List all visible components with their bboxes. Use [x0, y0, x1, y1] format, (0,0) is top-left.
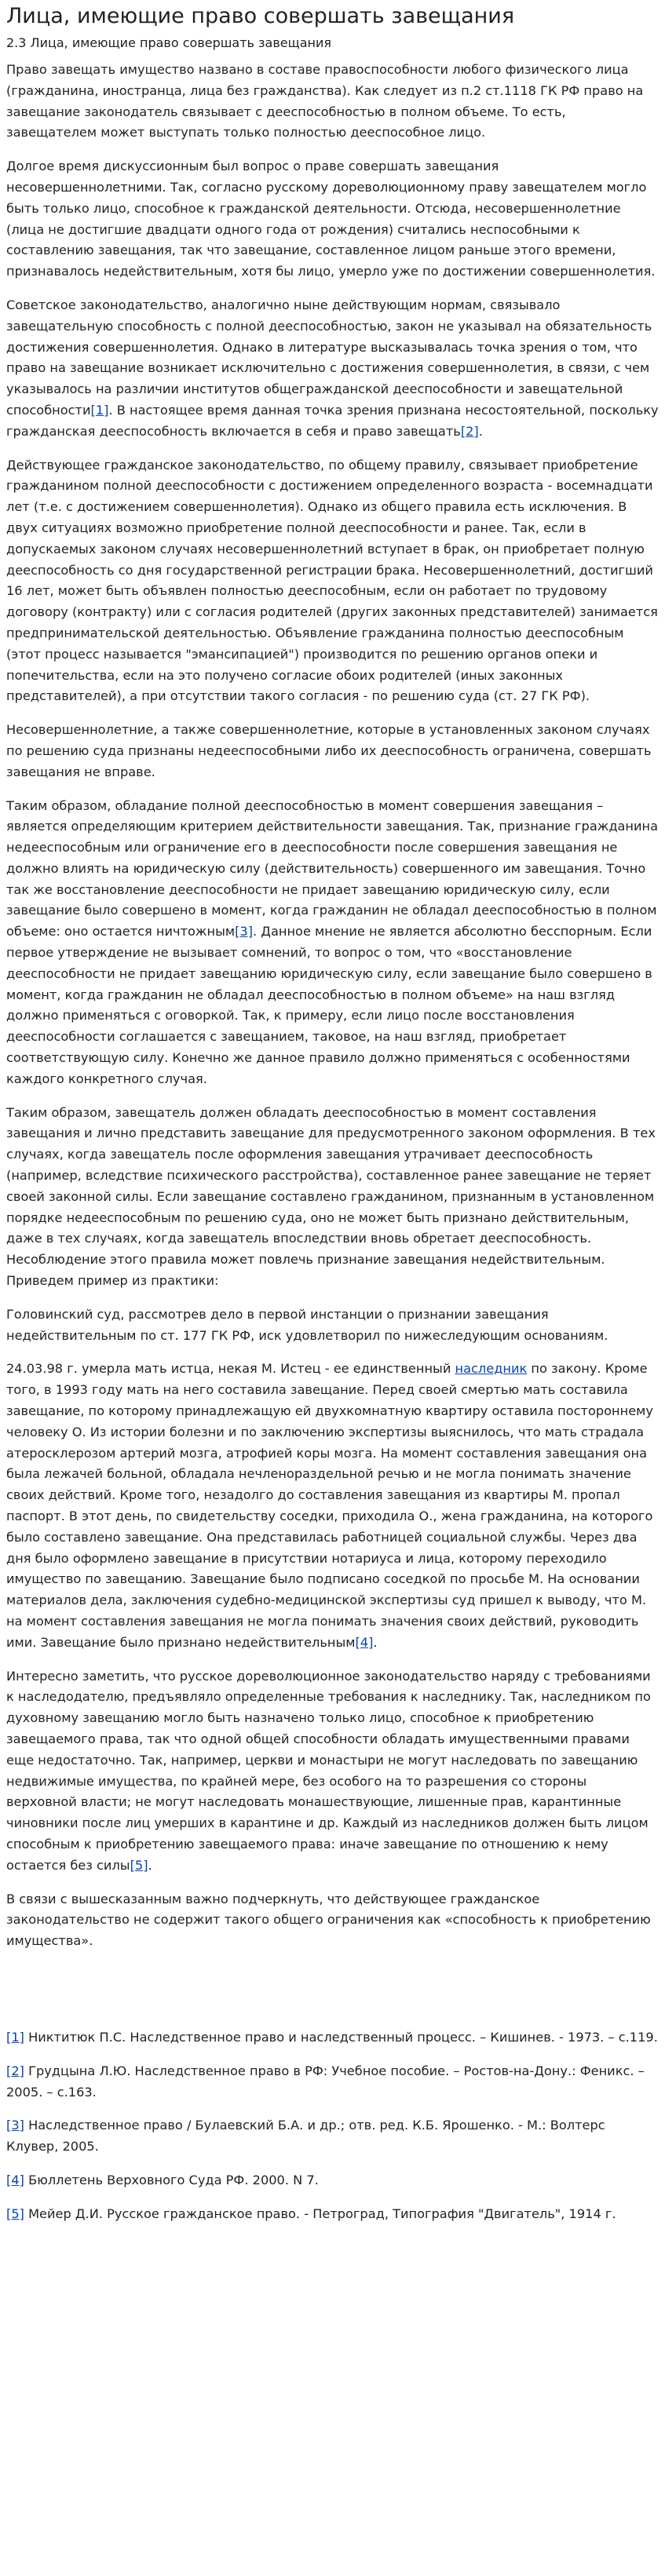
article-paragraph — [6, 796, 659, 1090]
footnote-ref-link[interactable]: [3] — [235, 924, 254, 940]
paragraph-text: по закону. Кроме того, в 1993 году мать на него составила завещание. Перед своей смертью мать составила завещание, по которому принадлежащую ей двухкомнатную квартиру оставила постороннему человеку О. Из истории болезни и по заключению экспертизы выяснилось, что мать страдала атеросклерозом артерий мозга, атрофией коры мозга. На момент составления завещания она была лежачей больной, обладала нечленораздельной речью и не могла понимать значение своих действий. Кроме того, незадолго до составления завещания из квартиры М. пропал паспорт. В этот день, по свидетельству соседки, приходила О., жена гражданина, на которого было составлено завещание. Она представилась работницей социальной службы. Через два дня было оформлено завещание в присутствии нотариуса и лица, которому переходило имущество по завещанию. Завещание было подписано соседкой по просьбе М. На основании материалов дела, заключения судебно-медицинской экспертизы суд пришел к выводу, что М. на момент составления завещания не могла понимать значения своих действий, руководить ими. Завещание было признано недействительным — [6, 1361, 653, 1650]
paragraph-text: Долгое время дискуссионным был вопрос о праве совершать завещания несовершеннолетними. Так, согласно русскому дореволюционному праву завещателем могло быть только лицо, способное к гражданской деятельности. Отсюда, несовершеннолетние (лица не достигшие двадцати одного года от рождения) считались неспособными к составлению завещания, так что завещание, составленное лицом раньше этого времени, признавалось недействительным, хотя бы лицо, умерло уже по достижении совершеннолетия. — [6, 159, 656, 279]
paragraph-text: Головинский суд, рассмотрев дело в первой инстанции о признании завещания недействительным по ст. 177 ГК РФ, иск удовлетворил по нижеследующим основаниям. — [6, 1306, 608, 1343]
paragraph-text: Несовершеннолетние, а также совершеннолетние, которые в установленных законом случаях по решению суда признаны недееспособными либо их дееспособность ограничена, совершать завещания не вправе. — [6, 722, 652, 779]
footnotes-list — [6, 2027, 659, 2225]
article-paragraph — [6, 720, 659, 783]
article-paragraph — [6, 455, 659, 708]
footnotes-spacer — [6, 1965, 659, 2027]
paragraph-text: Таким образом, обладание полной дееспособностью в момент совершения завещания – является определяющим критерием действительности завещания. Так, признание гражданина недееспособным или ограничение его в дееспособности после совершения завещания не должно влиять на юридическую силу (действительность) совершенного им завещания. Точно так же восстановление дееспособности не придает завещанию юридическую силу, если завещание было совершено в момент, когда гражданин не обладал дееспособностью в полном объеме: оно остается ничтожным — [6, 797, 659, 940]
article-paragraph — [6, 1359, 659, 1653]
footnote-ref-link[interactable]: [1] — [90, 402, 109, 418]
article-paragraph — [6, 1304, 659, 1347]
paragraph-text: Действующее гражданское законодательство, по общему правилу, связывает приобретение гражданином полной дееспособности с достижением определенного возраста - восемнадцати лет (т.е. с достижением совершеннолетия). Однако из общего правила есть исключения. В двух ситуациях возможно приобретение полной дееспособности и ранее. Так, если в допускаемых законом случаях несовершеннолетний вступает в брак, он приобретает полную дееспособность со дня государственной регистрации брака. Несовершеннолетний, достигший 16 лет, может быть объявлен полностью дееспособным, если он работает по трудовому договору (контракту) или с согласия родителей (других законных представителей) занимается предпринимательской деятельностью. Объявление гражданина полностью дееспособным (этот процесс называется "эмансипацией") производится по решению органов опеки и попечительства, если на это получено согласие обоих родителей (иных законных представителей), а при отсутствии такого согласия - по решению суда (ст. 27 ГК РФ). — [6, 457, 658, 704]
paragraph-text: . — [148, 1857, 152, 1873]
footnote-item — [6, 2204, 659, 2225]
footnote-backlink[interactable]: [4] — [6, 2172, 24, 2187]
footnote-text: Наследственное право / Булаевский Б.А. и др.; отв. ред. К.Б. Ярошенко. - М.: Волтерс Клувер, 2005. — [6, 2118, 605, 2155]
article-paragraph — [6, 1103, 659, 1292]
footnote-text: Мейер Д.И. Русское гражданское право. - Петроград, Типография "Двигатель", 1914 г. — [24, 2206, 616, 2221]
paragraph-text: В связи с вышесказанным важно подчеркнуть, что действующее гражданское законодательство не содержит такого общего ограничения как «способность к приобретению имущества». — [6, 1891, 651, 1949]
article-body — [6, 60, 659, 1952]
section-heading: 2.3 Лица, имеющие право совершать завещания — [6, 35, 331, 50]
term-link[interactable]: наследник — [455, 1361, 528, 1377]
footnote-item — [6, 2061, 659, 2103]
paragraph-text: . Данное мнение не является абсолютно бесспорным. Если первое утверждение не вызывает сомнений, то вопрос о том, что «восстановление дееспособности не придает завещанию юридическую силу, если завещание было совершено в момент, когда гражданин не обладал дееспособностью в полном объеме» на наш взгляд должно применяться с оговоркой. Так, к примеру, если лицо после восстановления дееспособности соглашается с завещанием, таковое, на наш взгляд, приобретает соответствующую силу. Конечно же данное правило должно применяться с особенностями каждого конкретного случая. — [6, 924, 652, 1086]
article-paragraph — [6, 60, 659, 144]
article-paragraph — [6, 295, 659, 443]
footnote-ref-link[interactable]: [5] — [130, 1857, 148, 1873]
paragraph-text: Таким образом, завещатель должен обладать дееспособностью в момент составления завещания и лично представить завещание для предусмотренного законом оформления. В тех случаях, когда завещатель после оформления завещания утрачивает дееспособность (например, вследствие психического расстройства), составленное ранее завещание не теряет своей законной силы. Если завещание составлено гражданином, признанным в установленном порядке недееспособным по решению суда, оно не может быть признано действительным, даже в тех случаях, когда завещатель впоследствии вновь обретает дееспособность. Несоблюдение этого правила может повлечь признание завещания недействительным. Приведем пример из практики: — [6, 1104, 656, 1289]
footnote-backlink[interactable]: [1] — [6, 2029, 24, 2045]
footnote-backlink[interactable]: [5] — [6, 2206, 24, 2221]
footnote-item — [6, 2115, 659, 2158]
footnote-item — [6, 2170, 659, 2191]
footnote-text: Никтитюк П.С. Наследственное право и наследственный процесс. – Кишинев. - 1973. – с.119. — [24, 2029, 658, 2045]
page-title: Лица, имеющие право совершать завещания — [6, 4, 515, 28]
paragraph-text: . — [373, 1634, 378, 1650]
article-paragraph — [6, 1889, 659, 1952]
paragraph-text: Советское законодательство, аналогично ныне действующим нормам, связывало завещательную способность с полной дееспособностью, закон не указывал на обязательность достижения совершеннолетия. Однако в литературе высказывалась точка зрения о том, что право на завещание возникает исключительно с достижения совершеннолетия, в связи, с чем указывалось на различии институтов общегражданской дееспособности и завещательной способности — [6, 297, 652, 418]
paragraph-text: . — [478, 423, 483, 439]
article-paragraph — [6, 1666, 659, 1877]
paragraph-text: . В настоящее время данная точка зрения признана несостоятельной, поскольку гражданская дееспособность включается в себя и право завещать — [6, 402, 659, 439]
footnote-ref-link[interactable]: [2] — [460, 423, 479, 439]
article-paragraph — [6, 156, 659, 283]
paragraph-text: Право завещать имущество названо в составе правоспособности любого физического лица (гражданина, иностранца, лица без гражданства). Как следует из п.2 ст.1118 ГК РФ право на завещание законодатель связывает с дееспособностью в полном объеме. То есть, завещателем может выступать только полностью дееспособное лицо. — [6, 62, 644, 140]
paragraph-text: Интересно заметить, что русское дореволюционное законодательство наряду с требованиями к наследодателю, предъявляло определенные требования к наследнику. Так, наследником по духовному завещанию могло быть назначено только лицо, способное к приобретению завещаемого права, так что одной общей способности обладать имущественными правами еще недостаточно. Так, например, церкви и монастыри не могут наследовать по завещанию недвижимые имущества, по крайней мере, без особого на то разрешения со стороны верховной власти; не могут наследовать монашествующие, лишенные прав, карантинные чиновники после лиц умерших в карантине и др. Каждый из наследников должен быть лицом способным к приобретению завещаемого права: иначе завещание по отношению к нему остается без силы — [6, 1668, 651, 1873]
footnote-backlink[interactable]: [2] — [6, 2063, 24, 2078]
footnote-backlink[interactable]: [3] — [6, 2118, 24, 2133]
footnote-text: Бюллетень Верховного Суда РФ. 2000. N 7. — [24, 2172, 319, 2187]
footnote-ref-link[interactable]: [4] — [355, 1634, 374, 1650]
footnote-item — [6, 2027, 659, 2049]
paragraph-text: 24.03.98 г. умерла мать истца, некая М. Истец - ее единственный — [6, 1361, 455, 1377]
footnote-text: Грудцына Л.Ю. Наследственное право в РФ: Учебное пособие. – Ростов-на-Дону.: Феникс. – 2005. – с.163. — [6, 2063, 645, 2100]
